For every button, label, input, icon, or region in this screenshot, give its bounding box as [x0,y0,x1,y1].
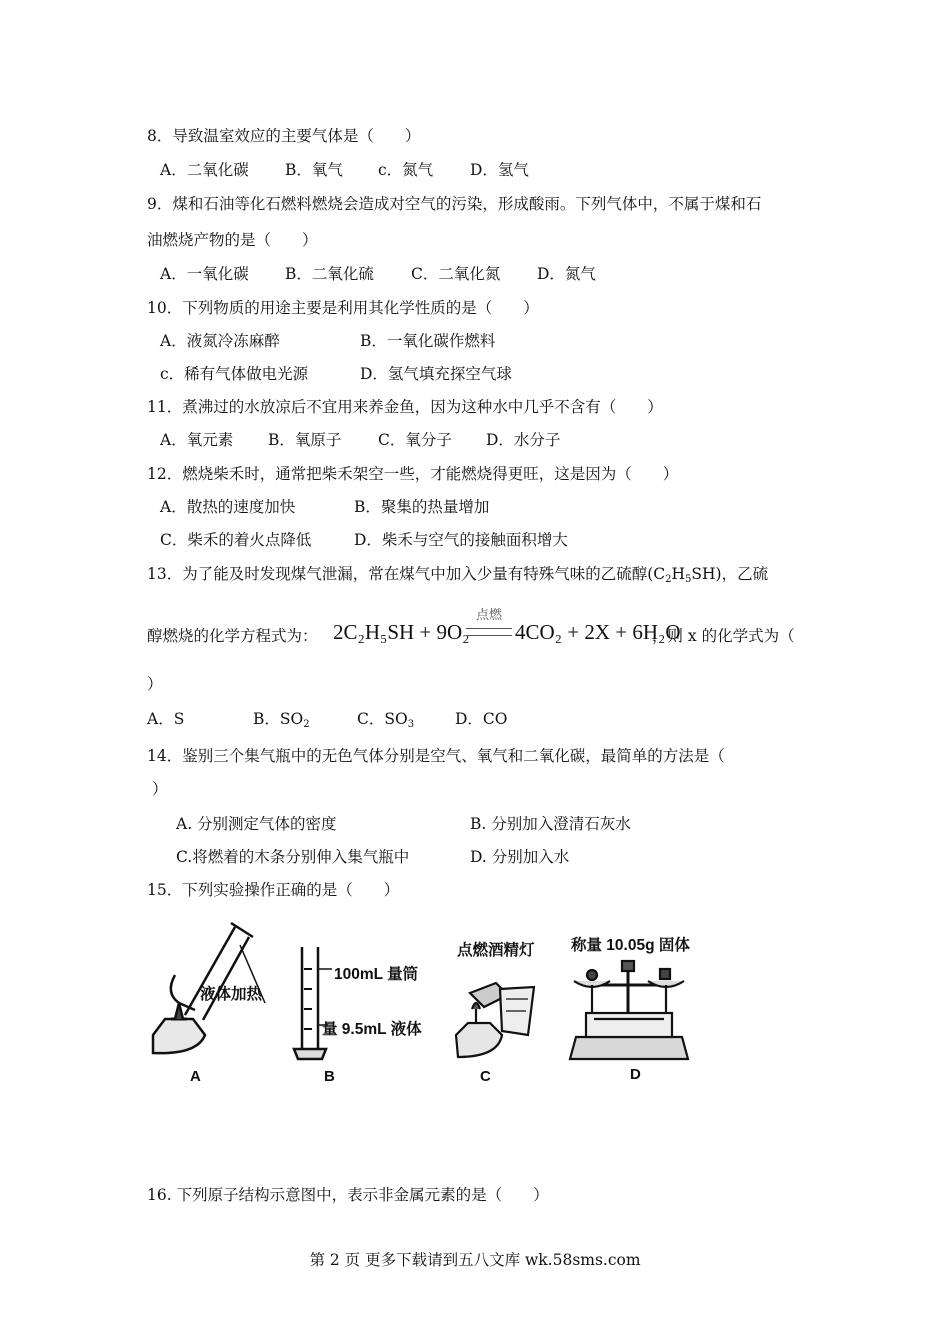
q13-option-b: B．$SO_2$ [253,710,310,730]
question-16-stem: 16. 下列原子结构示意图中，表示非金属元素的是（ ） [147,1186,549,1204]
q10-option-c: c．稀有气体做电光源 [160,365,309,383]
figure-c-caption: 点燃酒精灯 [457,942,535,959]
q9-option-a: A．一氧化碳 [160,265,249,283]
q14-option-d: D. 分别加入水 [470,848,570,866]
equation-equals-sign [466,628,512,636]
page-footer: 第 2 页 更多下载请到五八文库 wk.58sms.com [309,1251,641,1269]
q10-option-a: A．液氮冷冻麻醉 [160,332,280,350]
q8-option-a: A．二氧化碳 [160,161,249,179]
question-15-stem: 15．下列实验操作正确的是（ ） [147,881,400,899]
q13-option-d: D．CO [455,710,508,728]
q9-option-b: B．二氧化硫 [285,265,374,283]
q10-option-b: B．一氧化碳作燃料 [360,332,496,350]
chemical-equation-rhs: 4CO₂ + 2X + 6H₂O [515,620,681,644]
question-10-stem: 10．下列物质的用途主要是利用其化学性质的是（ ） [147,299,539,317]
question-13-stem-line2-a: 醇燃烧的化学方程式为： [147,627,318,645]
figure-label-b: B [324,1068,335,1085]
question-13-stem-line3: ） [147,675,163,693]
q11-option-c: C．氧分子 [378,431,452,449]
figure-b-caption-2: 量 9.5mL 液体 [322,1021,422,1038]
question-11-stem: 11．煮沸过的水放凉后不宜用来养金鱼，因为这种水中几乎不含有（ ） [147,398,663,416]
q14-option-c: C.将燃着的木条分别伸入集气瓶中 [176,848,410,866]
figure-label-a: A [190,1068,201,1085]
figure-d-caption: 称量 10.05g 固体 [571,937,690,954]
q11-option-a: A．氧元素 [160,431,234,449]
q9-option-d: D．氮气 [537,265,596,283]
figure-label-c: C [480,1068,491,1085]
figure-d-balance [566,955,692,1065]
figure-a-caption: 液体加热 [200,986,263,1003]
equation-condition: 点燃 [475,608,502,623]
figure-b-caption-1: 100mL 量筒 [334,966,419,983]
question-9-stem-line2: 油燃烧产物的是（ ） [147,231,318,249]
question-12-stem: 12．燃烧柴禾时，通常把柴禾架空一些，才能燃烧得更旺，这是因为（ ） [147,465,679,483]
q11-option-b: B．氧原子 [268,431,342,449]
q14-option-b: B. 分别加入澄清石灰水 [470,815,631,833]
question-14-stem-line2: ） [152,780,168,798]
q13-option-a: A．S [147,710,185,728]
figure-c-alcohol-lamp [450,965,540,1065]
question-13-stem-line1: 13．为了能及时发现煤气泄漏，常在煤气中加入少量有特殊气味的乙硫醇$(C_2H_5SH)$，乙硫 [147,565,769,585]
q10-option-d: D．氢气填充探空气球 [360,365,512,383]
q8-option-d: D．氢气 [470,161,529,179]
question-14-stem-line1: 14．鉴别三个集气瓶中的无色气体分别是空气、氧气和二氧化碳，最简单的方法是（ [147,747,725,765]
question-9-stem-line1: 9．煤和石油等化石燃料燃烧会造成对空气的污染，形成酸雨。下列气体中，不属于煤和石 [147,195,762,213]
q8-option-c: c．氮气 [378,161,434,179]
q11-option-d: D．水分子 [486,431,561,449]
q12-option-b: B．聚集的热量增加 [354,498,490,516]
q13-option-c: C．$SO_3$ [357,710,415,730]
q12-option-d: D．柴禾与空气的接触面积增大 [354,531,568,549]
question-13-stem-line2-b: ，则 x 的化学式为（ [652,627,795,645]
chemical-equation-lhs: 2C₂H₅SH + 9O₂ [333,620,470,644]
figure-label-d: D [630,1066,641,1083]
q12-option-c: C．柴禾的着火点降低 [160,531,312,549]
q12-option-a: A．散热的速度加快 [160,498,296,516]
q14-option-a: A. 分别测定气体的密度 [176,815,337,833]
q8-option-b: B．氧气 [285,161,343,179]
question-8-stem: 8．导致温室效应的主要气体是（ ） [147,127,421,145]
q9-option-c: C．二氧化氮 [411,265,501,283]
